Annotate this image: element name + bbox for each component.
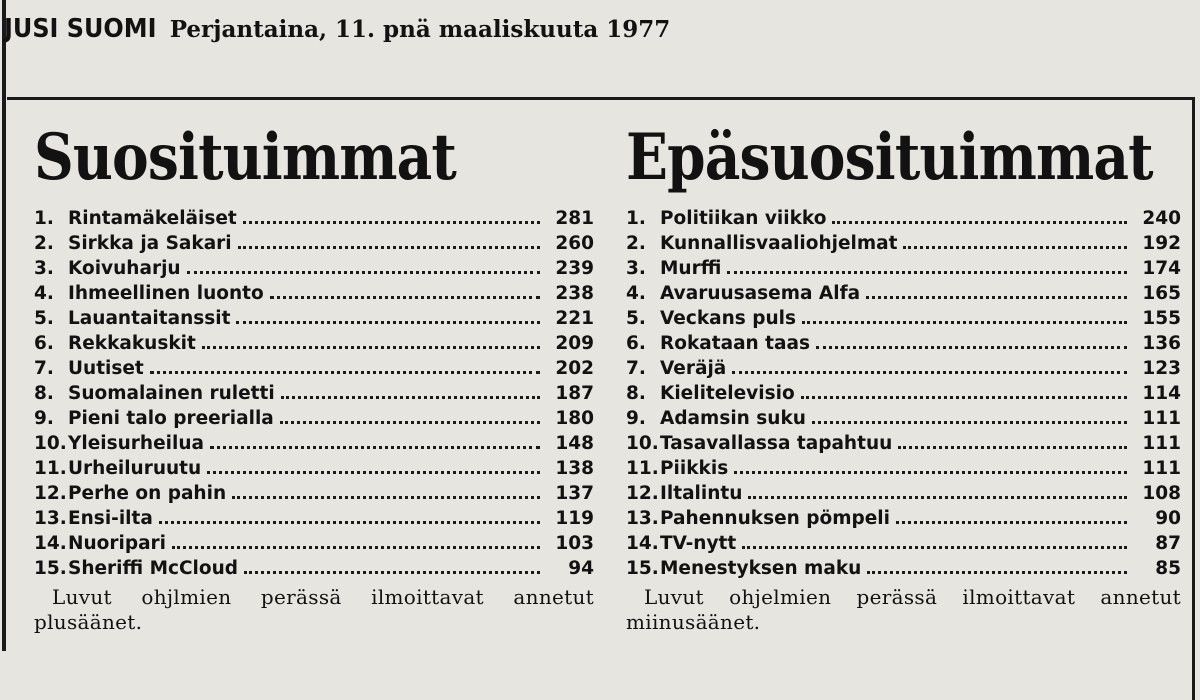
program-title: Nuoripari: [68, 533, 167, 554]
item-rank: 12.: [34, 483, 67, 504]
item-rank: 7.: [34, 358, 54, 379]
item-rank: 2.: [34, 233, 54, 254]
item-rank: 10.: [626, 433, 659, 454]
item-rank: 8.: [626, 383, 646, 404]
item-rank: 3.: [34, 258, 54, 279]
item-rank: 14.: [34, 533, 67, 554]
dot-leader: [210, 446, 540, 449]
list-item: [626, 483, 1181, 508]
program-title: TV-nytt: [660, 533, 737, 554]
dot-leader: [727, 271, 1127, 274]
vote-count: 187: [555, 383, 594, 404]
vote-count: 281: [555, 208, 594, 229]
dot-leader: [898, 446, 1127, 449]
vote-count: 111: [1142, 433, 1181, 454]
vote-count: 180: [555, 408, 594, 429]
program-title: Veräjä: [660, 358, 727, 379]
dot-leader: [903, 246, 1127, 249]
dot-leader: [172, 546, 540, 549]
dot-leader: [816, 346, 1127, 349]
dot-leader: [734, 471, 1127, 474]
program-title: Adamsin suku: [660, 408, 806, 429]
vote-count: 165: [1142, 283, 1181, 304]
program-title: Ihmeellinen luonto: [68, 283, 264, 304]
dot-leader: [801, 396, 1127, 399]
item-rank: 13.: [34, 508, 67, 529]
program-title: Veckans puls: [660, 308, 796, 329]
vote-count: 174: [1142, 258, 1181, 279]
popular-heading: Suosituimmat: [34, 120, 456, 195]
vote-count: 111: [1142, 458, 1181, 479]
list-item: [34, 383, 594, 408]
vote-count: 123: [1142, 358, 1181, 379]
item-rank: 4.: [626, 283, 646, 304]
item-rank: 7.: [626, 358, 646, 379]
dot-leader: [280, 421, 540, 424]
unpopular-column: [626, 120, 1181, 635]
list-item: [34, 508, 594, 533]
item-rank: 12.: [626, 483, 659, 504]
list-item: [34, 483, 594, 508]
program-title: Tasavallassa tapahtuu: [660, 433, 893, 454]
vote-count: 137: [555, 483, 594, 504]
dot-leader: [270, 296, 540, 299]
item-rank: 5.: [626, 308, 646, 329]
list-item: [626, 383, 1181, 408]
list-item: [626, 258, 1181, 283]
vote-count: 209: [555, 333, 594, 354]
item-rank: 6.: [626, 333, 646, 354]
dot-leader: [867, 571, 1127, 574]
item-rank: 4.: [34, 283, 54, 304]
vote-count: 94: [568, 558, 594, 579]
program-title: Piikkis: [660, 458, 729, 479]
list-item: [626, 358, 1181, 383]
list-item: [34, 358, 594, 383]
vote-count: 90: [1155, 508, 1181, 529]
dateline: Perjantaina, 11. pnä maaliskuuta 1977: [169, 16, 671, 43]
dot-leader: [896, 521, 1127, 524]
page-edge-rule: [2, 0, 6, 651]
item-rank: 11.: [34, 458, 67, 479]
list-item: [626, 283, 1181, 308]
popular-column: [34, 120, 594, 635]
dot-leader: [802, 321, 1127, 324]
dot-leader: [150, 371, 540, 374]
list-item: [34, 333, 594, 358]
item-rank: 10.: [34, 433, 67, 454]
program-title: Koivuharju: [68, 258, 181, 279]
dot-leader: [732, 371, 1127, 374]
dot-leader: [202, 346, 540, 349]
item-rank: 11.: [626, 458, 659, 479]
item-rank: 13.: [626, 508, 659, 529]
item-rank: 1.: [34, 208, 54, 229]
program-title: Urheiluruutu: [68, 458, 202, 479]
list-item: [626, 558, 1181, 583]
list-item: [34, 208, 594, 233]
item-rank: 6.: [34, 333, 54, 354]
list-item: [34, 258, 594, 283]
dot-leader: [812, 421, 1127, 424]
program-title: Pieni talo preerialla: [68, 408, 274, 429]
list-item: [626, 508, 1181, 533]
list-item: [626, 533, 1181, 558]
vote-count: 111: [1142, 408, 1181, 429]
program-title: Iltalintu: [660, 483, 743, 504]
program-title: Avaruusasema Alfa: [660, 283, 861, 304]
list-item: [626, 433, 1181, 458]
list-item: [34, 533, 594, 558]
item-rank: 3.: [626, 258, 646, 279]
popular-list: [34, 208, 594, 583]
program-title: Politiikan viikko: [660, 208, 827, 229]
vote-count: 108: [1142, 483, 1181, 504]
program-title: Sheriffi McCloud: [68, 558, 238, 579]
list-item: [34, 408, 594, 433]
program-title: Suomalainen ruletti: [68, 383, 275, 404]
program-title: Rokataan taas: [660, 333, 810, 354]
program-title: Perhe on pahin: [68, 483, 227, 504]
program-title: Rintamäkeläiset: [68, 208, 237, 229]
program-title: Lauantaitanssit: [68, 308, 231, 329]
dot-leader: [281, 396, 540, 399]
dot-leader: [232, 496, 540, 499]
vote-count: 239: [555, 258, 594, 279]
vote-count: 240: [1142, 208, 1181, 229]
program-title: Kunnallisvaaliohjelmat: [660, 233, 898, 254]
list-item: [626, 333, 1181, 358]
vote-count: 148: [555, 433, 594, 454]
item-rank: 1.: [626, 208, 646, 229]
dot-leader: [832, 221, 1127, 224]
item-rank: 8.: [34, 383, 54, 404]
program-title: Rekkakuskit: [68, 333, 196, 354]
list-item: [626, 308, 1181, 333]
item-rank: 9.: [626, 408, 646, 429]
dot-leader: [742, 546, 1127, 549]
dot-leader: [244, 571, 540, 574]
popular-footnote: Luvut ohjlmien perässä ilmoittavat annetut plusäänet.: [34, 585, 594, 634]
dot-leader: [159, 521, 540, 524]
list-item: [626, 458, 1181, 483]
vote-count: 87: [1155, 533, 1181, 554]
program-title: Murffi: [660, 258, 722, 279]
list-item: [34, 433, 594, 458]
vote-count: 221: [555, 308, 594, 329]
list-item: [34, 558, 594, 583]
item-rank: 14.: [626, 533, 659, 554]
program-title: Pahennuksen pömpeli: [660, 508, 890, 529]
newspaper-name: JUSI SUOMI: [4, 14, 157, 44]
dot-leader: [866, 296, 1127, 299]
list-item: [626, 233, 1181, 258]
item-rank: 5.: [34, 308, 54, 329]
vote-count: 119: [555, 508, 594, 529]
list-item: [34, 308, 594, 333]
dot-leader: [748, 496, 1127, 499]
vote-count: 155: [1142, 308, 1181, 329]
vote-count: 103: [555, 533, 594, 554]
list-item: [34, 283, 594, 308]
dot-leader: [238, 246, 540, 249]
item-rank: 15.: [626, 558, 659, 579]
item-rank: 9.: [34, 408, 54, 429]
item-rank: 15.: [34, 558, 67, 579]
vote-count: 138: [555, 458, 594, 479]
program-title: Yleisurheilua: [68, 433, 204, 454]
unpopular-footnote: Luvut ohjelmien perässä ilmoittavat annetut miinusäänet.: [626, 585, 1181, 634]
program-title: Ensi-ilta: [68, 508, 153, 529]
list-item: [34, 458, 594, 483]
vote-count: 114: [1142, 383, 1181, 404]
program-title: Uutiset: [68, 358, 144, 379]
dot-leader: [187, 271, 540, 274]
vote-count: 192: [1142, 233, 1181, 254]
dot-leader: [236, 321, 540, 324]
vote-count: 238: [555, 283, 594, 304]
program-title: Sirkka ja Sakari: [68, 233, 232, 254]
list-item: [626, 208, 1181, 233]
dot-leader: [243, 221, 540, 224]
vote-count: 85: [1155, 558, 1181, 579]
list-item: [34, 233, 594, 258]
program-title: Kielitelevisio: [660, 383, 795, 404]
unpopular-list: [626, 208, 1181, 583]
masthead: [0, 14, 670, 58]
unpopular-heading: Epäsuosituimmat: [626, 120, 1153, 195]
item-rank: 2.: [626, 233, 646, 254]
dot-leader: [207, 471, 540, 474]
vote-count: 136: [1142, 333, 1181, 354]
vote-count: 202: [555, 358, 594, 379]
program-title: Menestyksen maku: [660, 558, 862, 579]
vote-count: 260: [555, 233, 594, 254]
list-item: [626, 408, 1181, 433]
